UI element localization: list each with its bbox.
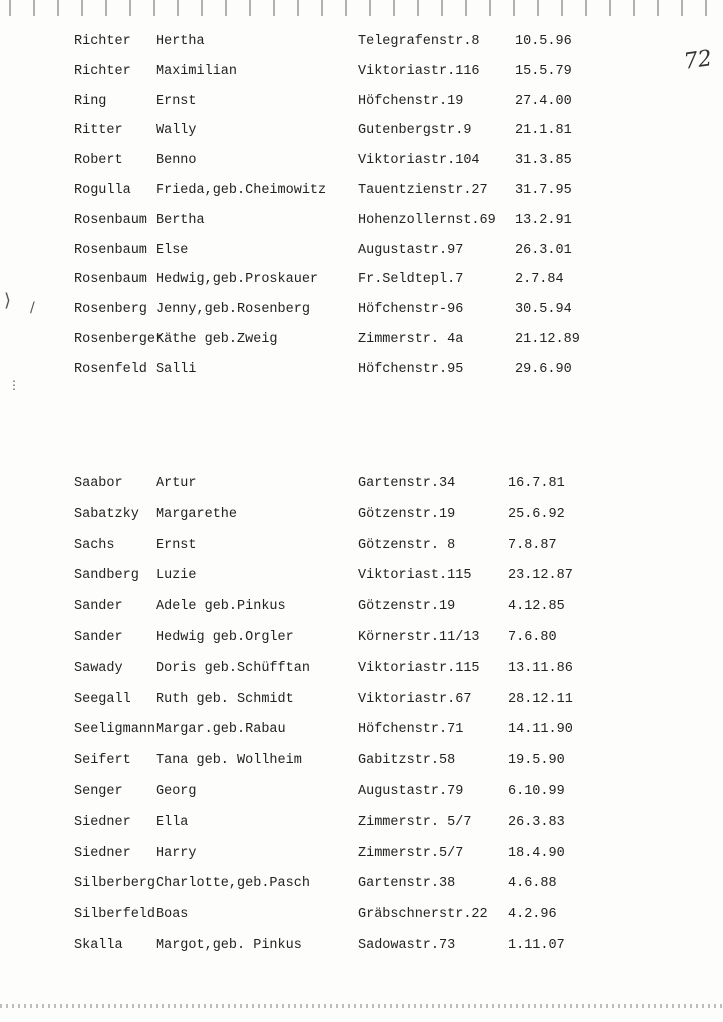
surname-cell: Rosenberger [74, 332, 164, 347]
surname-cell: Siedner [74, 814, 131, 830]
table-row [0, 474, 723, 494]
scan-edge-noise-bottom [0, 1004, 723, 1008]
table-row [0, 92, 723, 112]
table-row [0, 270, 723, 290]
first-name-cell: Ernst [156, 93, 197, 109]
street-cell: Telegrafenstr.8 [358, 34, 480, 49]
street-cell: Viktoriastr.104 [358, 153, 480, 169]
birth-date-cell: 27.4.00 [515, 93, 572, 109]
first-name-cell: Ernst [156, 537, 197, 553]
surname-cell: Sawady [74, 660, 123, 676]
street-cell: Augustastr.79 [358, 784, 464, 799]
table-row [0, 659, 723, 679]
first-name-cell: Ruth geb. Schmidt [156, 691, 294, 707]
surname-cell: Senger [74, 784, 123, 799]
first-name-cell: Maximilian [156, 63, 238, 79]
surname-cell: Saabor [74, 476, 123, 491]
table-row [0, 505, 723, 525]
street-cell: Zimmerstr. 5/7 [358, 814, 472, 830]
birth-date-cell: 31.3.85 [515, 153, 572, 169]
birth-date-cell: 16.7.81 [508, 476, 565, 491]
table-row [0, 536, 723, 556]
street-cell: Augustastr.97 [358, 242, 464, 258]
surname-cell: Rosenbaum [74, 272, 147, 288]
birth-date-cell: 1.11.07 [508, 938, 565, 953]
scan-edge-noise-top [0, 0, 723, 16]
street-cell: Zimmerstr.5/7 [358, 845, 464, 861]
first-name-cell: Benno [156, 153, 197, 169]
surname-cell: Richter [74, 34, 131, 49]
table-row [0, 628, 723, 648]
surname-cell: Rogulla [74, 183, 131, 198]
surname-cell: Richter [74, 63, 131, 79]
surname-cell: Seifert [74, 753, 131, 769]
surname-cell: Seeligmann [74, 722, 156, 738]
surname-cell: Silberberg [74, 876, 156, 892]
table-row [0, 330, 723, 350]
surname-cell: Seegall [74, 691, 131, 707]
birth-date-cell: 26.3.01 [515, 242, 572, 258]
first-name-cell: Artur [156, 476, 197, 491]
first-name-cell: Bertha [156, 212, 205, 228]
first-name-cell: Hertha [156, 34, 205, 49]
table-row [0, 782, 723, 802]
surname-cell: Siedner [74, 845, 131, 861]
birth-date-cell: 4.12.85 [508, 599, 565, 615]
street-cell: Gutenbergstr.9 [358, 123, 472, 139]
table-row [0, 300, 723, 320]
first-name-cell: Else [156, 242, 189, 258]
table-row [0, 121, 723, 141]
birth-date-cell: 30.5.94 [515, 302, 572, 318]
street-cell: Viktoriastr.67 [358, 691, 472, 707]
birth-date-cell: 14.11.90 [508, 722, 573, 738]
birth-date-cell: 25.6.92 [508, 506, 565, 522]
birth-date-cell: 26.3.83 [508, 814, 565, 830]
birth-date-cell: 4.2.96 [508, 907, 557, 923]
table-row [0, 597, 723, 617]
first-name-cell: Margarethe [156, 506, 238, 522]
first-name-cell: Margot,geb. Pinkus [156, 938, 302, 953]
street-cell: Götzenstr. 8 [358, 537, 456, 553]
surname-cell: Robert [74, 153, 123, 169]
birth-date-cell: 13.11.86 [508, 660, 573, 676]
street-cell: Körnerstr.11/13 [358, 630, 480, 645]
street-cell: Gartenstr.38 [358, 876, 456, 892]
first-name-cell: Salli [156, 361, 197, 377]
street-cell: Höfchenstr.95 [358, 361, 464, 377]
table-row [0, 690, 723, 710]
birth-date-cell: 4.6.88 [508, 876, 557, 892]
street-cell: Sadowastr.73 [358, 938, 456, 953]
table-row [0, 151, 723, 171]
surname-cell: Sander [74, 599, 123, 615]
surname-cell: Sander [74, 630, 123, 645]
first-name-cell: Georg [156, 784, 197, 799]
table-row [0, 62, 723, 82]
first-name-cell: Margar.geb.Rabau [156, 722, 286, 738]
first-name-cell: Käthe geb.Zweig [156, 332, 278, 347]
first-name-cell: Hedwig,geb.Proskauer [156, 272, 319, 288]
street-cell: Hohenzollernst.69 [358, 212, 496, 228]
first-name-cell: Ella [156, 814, 189, 830]
surname-cell: Skalla [74, 938, 123, 953]
surname-cell: Silberfeld [74, 907, 156, 923]
surname-cell: Rosenberg [74, 302, 147, 318]
street-cell: Fr.Seldtepl.7 [358, 272, 464, 288]
table-row [0, 751, 723, 771]
street-cell: Viktoriastr.115 [358, 660, 480, 676]
table-row [0, 211, 723, 231]
surname-cell: Sachs [74, 537, 115, 553]
birth-date-cell: 18.4.90 [508, 845, 565, 861]
surname-cell: Ring [74, 93, 107, 109]
surname-cell: Ritter [74, 123, 123, 139]
first-name-cell: Doris geb.Schüfftan [156, 660, 310, 676]
margin-scribble-mark: ⟩ [4, 290, 12, 311]
birth-date-cell: 23.12.87 [508, 568, 573, 584]
table-row [0, 566, 723, 586]
street-cell: Höfchenstr.19 [358, 93, 464, 109]
birth-date-cell: 10.5.96 [515, 34, 572, 49]
surname-cell: Rosenbaum [74, 242, 147, 258]
first-name-cell: Harry [156, 845, 197, 861]
margin-scribble-mark: ⋮ [8, 378, 20, 392]
birth-date-cell: 29.6.90 [515, 361, 572, 377]
table-row [0, 874, 723, 894]
table-row [0, 360, 723, 380]
first-name-cell: Frieda,geb.Cheimowitz [156, 183, 327, 198]
street-cell: Tauentzienstr.27 [358, 183, 488, 198]
first-name-cell: Luzie [156, 568, 197, 584]
street-cell: Gartenstr.34 [358, 476, 456, 491]
margin-scribble-mark: / [30, 300, 35, 316]
birth-date-cell: 2.7.84 [515, 272, 564, 288]
street-cell: Gabitzstr.58 [358, 753, 456, 769]
street-cell: Höfchenstr-96 [358, 302, 464, 318]
first-name-cell: Tana geb. Wollheim [156, 753, 302, 769]
street-cell: Gräbschnerstr.22 [358, 907, 488, 923]
birth-date-cell: 21.12.89 [515, 332, 580, 347]
table-row [0, 905, 723, 925]
table-row [0, 720, 723, 740]
street-cell: Götzenstr.19 [358, 506, 456, 522]
birth-date-cell: 19.5.90 [508, 753, 565, 769]
birth-date-cell: 15.5.79 [515, 63, 572, 79]
table-row [0, 241, 723, 261]
table-row [0, 844, 723, 864]
first-name-cell: Charlotte,geb.Pasch [156, 876, 310, 892]
birth-date-cell: 6.10.99 [508, 784, 565, 799]
street-cell: Viktoriastr.116 [358, 63, 480, 79]
table-row [0, 813, 723, 833]
birth-date-cell: 7.6.80 [508, 630, 557, 645]
street-cell: Zimmerstr. 4a [358, 332, 464, 347]
table-row [0, 936, 723, 956]
birth-date-cell: 28.12.11 [508, 691, 573, 707]
surname-cell: Rosenfeld [74, 361, 147, 377]
birth-date-cell: 13.2.91 [515, 212, 572, 228]
first-name-cell: Boas [156, 907, 189, 923]
first-name-cell: Hedwig geb.Orgler [156, 630, 294, 645]
first-name-cell: Adele geb.Pinkus [156, 599, 286, 615]
birth-date-cell: 21.1.81 [515, 123, 572, 139]
birth-date-cell: 31.7.95 [515, 183, 572, 198]
first-name-cell: Wally [156, 123, 197, 139]
first-name-cell: Jenny,geb.Rosenberg [156, 302, 310, 318]
page-number: 72 [682, 46, 714, 75]
surname-cell: Rosenbaum [74, 212, 147, 228]
street-cell: Götzenstr.19 [358, 599, 456, 615]
table-row [0, 181, 723, 201]
surname-cell: Sandberg [74, 568, 139, 584]
street-cell: Viktoriast.115 [358, 568, 472, 584]
street-cell: Höfchenstr.71 [358, 722, 464, 738]
table-row [0, 32, 723, 52]
surname-cell: Sabatzky [74, 506, 139, 522]
birth-date-cell: 7.8.87 [508, 537, 557, 553]
